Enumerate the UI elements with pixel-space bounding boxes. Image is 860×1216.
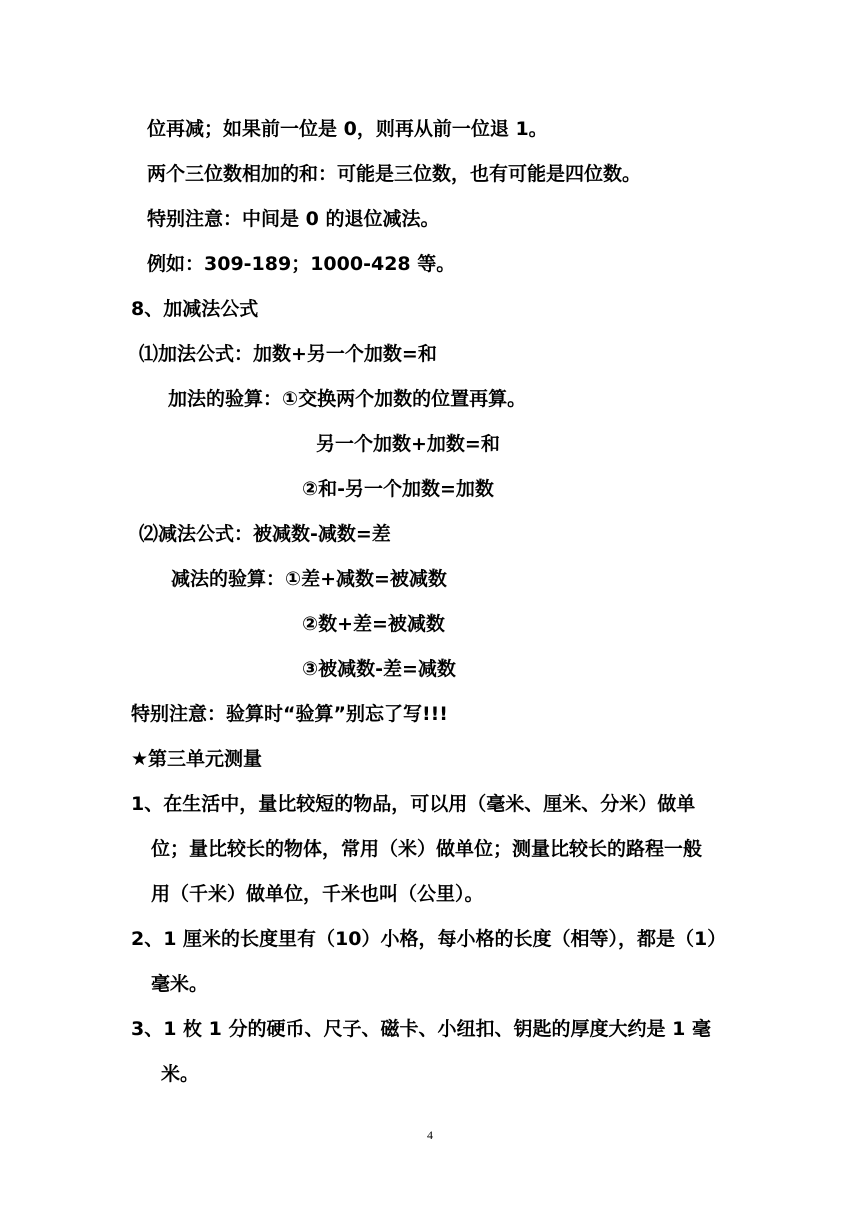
text-line-item-1b: 位；量比较长的物体，常用（米）做单位；测量比较长的路程一般 [151,838,703,860]
text-line-item-3a: 3、1 枚 1 分的硬币、尺子、磁卡、小纽扣、钥匙的厚度大约是 1 毫 [131,1018,711,1040]
text-line-subtraction-check-3: ③被减数-差=减数 [302,658,456,680]
text-line-item-1c: 用（千米）做单位，千米也叫（公里）。 [151,883,484,905]
text-line-3: 特别注意：中间是 0 的退位减法。 [147,208,440,230]
text-line-addition-formula: ⑴加法公式：加数+另一个加数=和 [139,343,437,365]
page-number: 4 [427,1128,433,1142]
text-line-2: 两个三位数相加的和：可能是三位数，也有可能是四位数。 [147,163,642,185]
text-line-item-1a: 1、在生活中，量比较短的物品，可以用（毫米、厘米、分米）做单 [131,793,696,815]
text-line-item-3b: 米。 [161,1063,200,1085]
text-line-item-2a: 2、1 厘米的长度里有（10）小格，每小格的长度（相等），都是（1） [131,928,727,950]
text-line-addition-check-3: ②和-另一个加数=加数 [302,478,494,500]
text-line-subtraction-formula: ⑵减法公式：被减数-减数=差 [139,523,391,545]
text-line-addition-check-2: 另一个加数+加数=和 [316,433,500,455]
text-line-item-2b: 毫米。 [151,973,209,995]
text-line-note: 特别注意：验算时“验算”别忘了写!!! [131,703,448,725]
text-line-4: 例如：309-189；1000-428 等。 [147,253,456,275]
section-heading-unit-3: ★第三单元测量 [131,748,263,770]
section-heading-formulas: 8、加减法公式 [131,298,259,320]
text-line-subtraction-check-2: ②数+差=被减数 [302,613,445,635]
text-line-1: 位再减；如果前一位是 0，则再从前一位退 1。 [147,118,548,140]
text-line-subtraction-check-1: 减法的验算：①差+减数=被减数 [171,568,447,590]
text-line-addition-check-1: 加法的验算：①交换两个加数的位置再算。 [168,388,527,410]
